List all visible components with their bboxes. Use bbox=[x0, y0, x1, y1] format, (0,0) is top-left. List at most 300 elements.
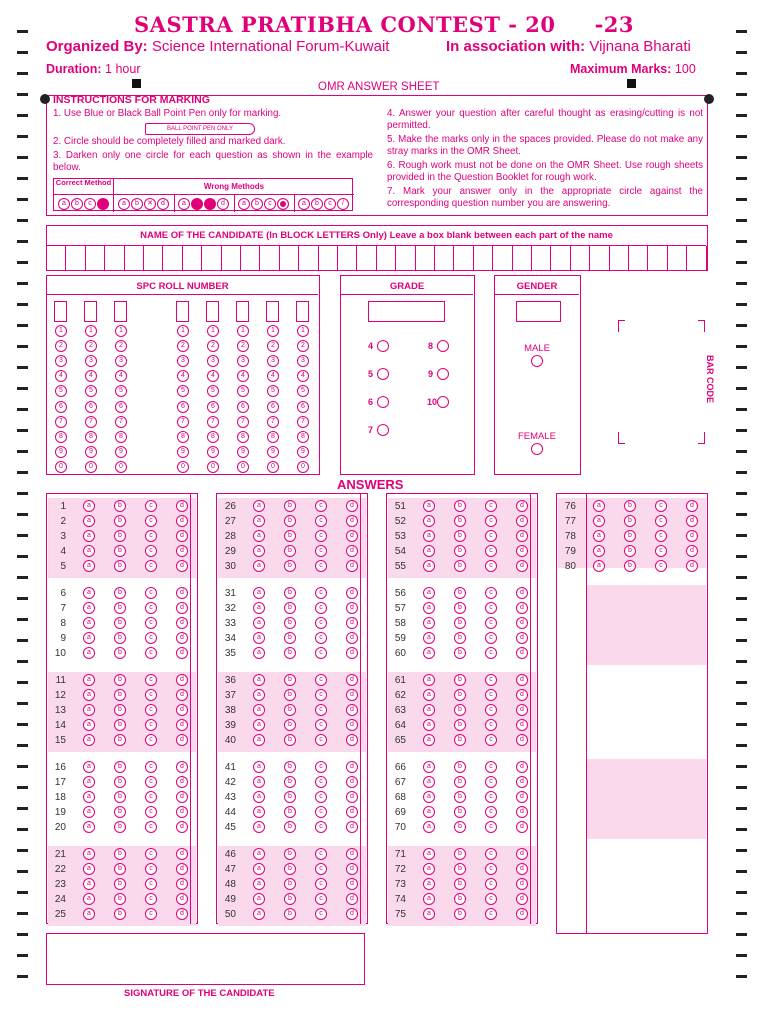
answer-bubble[interactable]: a bbox=[423, 776, 435, 788]
roll-digit-bubble[interactable]: 6 bbox=[237, 401, 249, 413]
answer-bubble[interactable]: b bbox=[284, 545, 296, 557]
answer-bubble[interactable]: d bbox=[176, 632, 188, 644]
roll-digit-bubble[interactable]: 8 bbox=[267, 431, 279, 443]
grade-write-box[interactable] bbox=[368, 301, 445, 322]
answer-bubble[interactable]: a bbox=[253, 500, 265, 512]
roll-digit-bubble[interactable]: 5 bbox=[207, 385, 219, 397]
answer-bubble[interactable]: b bbox=[454, 545, 466, 557]
answer-bubble[interactable]: a bbox=[423, 863, 435, 875]
roll-digit-bubble[interactable]: 7 bbox=[297, 416, 309, 428]
answer-bubble[interactable]: c bbox=[485, 893, 497, 905]
roll-digit-bubble[interactable]: 3 bbox=[237, 355, 249, 367]
answer-bubble[interactable]: b bbox=[284, 719, 296, 731]
answer-bubble[interactable]: d bbox=[686, 515, 698, 527]
answer-bubble[interactable]: c bbox=[315, 500, 327, 512]
answer-bubble[interactable]: d bbox=[346, 761, 358, 773]
roll-digit-bubble[interactable]: 2 bbox=[237, 340, 249, 352]
answer-bubble[interactable]: b bbox=[284, 560, 296, 572]
answer-bubble[interactable]: c bbox=[145, 878, 157, 890]
answer-bubble[interactable]: b bbox=[284, 674, 296, 686]
answer-bubble[interactable]: b bbox=[114, 530, 126, 542]
name-letter-cell[interactable] bbox=[532, 246, 551, 270]
roll-digit-bubble[interactable]: 1 bbox=[115, 325, 127, 337]
roll-digit-bubble[interactable]: 2 bbox=[85, 340, 97, 352]
answer-bubble[interactable]: d bbox=[346, 647, 358, 659]
roll-digit-bubble[interactable]: 0 bbox=[115, 461, 127, 473]
answer-bubble[interactable]: a bbox=[253, 878, 265, 890]
answer-bubble[interactable]: d bbox=[346, 515, 358, 527]
answer-bubble[interactable]: c bbox=[145, 515, 157, 527]
answer-bubble[interactable]: a bbox=[83, 791, 95, 803]
answer-bubble[interactable]: d bbox=[346, 806, 358, 818]
answer-bubble[interactable]: a bbox=[253, 908, 265, 920]
roll-write-cell[interactable] bbox=[176, 301, 189, 322]
answer-bubble[interactable]: a bbox=[423, 821, 435, 833]
answer-bubble[interactable]: c bbox=[145, 587, 157, 599]
answer-bubble[interactable]: d bbox=[516, 893, 528, 905]
answer-bubble[interactable]: b bbox=[114, 704, 126, 716]
answer-bubble[interactable]: d bbox=[516, 848, 528, 860]
answer-bubble[interactable]: d bbox=[176, 647, 188, 659]
answer-bubble[interactable]: a bbox=[83, 761, 95, 773]
answer-bubble[interactable]: d bbox=[686, 545, 698, 557]
answer-bubble[interactable]: d bbox=[176, 791, 188, 803]
name-letter-cell[interactable] bbox=[687, 246, 706, 270]
answer-bubble[interactable]: b bbox=[454, 776, 466, 788]
answer-bubble[interactable]: d bbox=[516, 761, 528, 773]
roll-digit-bubble[interactable]: 3 bbox=[207, 355, 219, 367]
roll-write-cell[interactable] bbox=[114, 301, 127, 322]
roll-digit-bubble[interactable]: 2 bbox=[115, 340, 127, 352]
answer-bubble[interactable]: a bbox=[423, 848, 435, 860]
answer-bubble[interactable]: d bbox=[176, 704, 188, 716]
answer-bubble[interactable]: d bbox=[346, 908, 358, 920]
answer-bubble[interactable]: c bbox=[485, 848, 497, 860]
answer-bubble[interactable]: a bbox=[253, 674, 265, 686]
answer-bubble[interactable]: d bbox=[176, 617, 188, 629]
answer-bubble[interactable]: d bbox=[516, 704, 528, 716]
answer-bubble[interactable]: c bbox=[315, 719, 327, 731]
answer-bubble[interactable]: c bbox=[485, 791, 497, 803]
answer-bubble[interactable]: a bbox=[253, 689, 265, 701]
grade-bubble[interactable] bbox=[377, 340, 389, 352]
answer-bubble[interactable]: c bbox=[485, 806, 497, 818]
answer-bubble[interactable]: a bbox=[423, 674, 435, 686]
name-letter-cell[interactable] bbox=[551, 246, 570, 270]
answer-bubble[interactable]: c bbox=[485, 617, 497, 629]
roll-digit-bubble[interactable]: 5 bbox=[85, 385, 97, 397]
roll-digit-bubble[interactable]: 8 bbox=[85, 431, 97, 443]
answer-bubble[interactable]: c bbox=[485, 776, 497, 788]
name-letter-cell[interactable] bbox=[396, 246, 415, 270]
answer-bubble[interactable]: d bbox=[516, 674, 528, 686]
answer-bubble[interactable]: b bbox=[454, 530, 466, 542]
roll-write-cell[interactable] bbox=[296, 301, 309, 322]
answer-bubble[interactable]: c bbox=[315, 647, 327, 659]
answer-bubble[interactable]: a bbox=[83, 908, 95, 920]
answer-bubble[interactable]: b bbox=[114, 617, 126, 629]
roll-digit-bubble[interactable]: 1 bbox=[85, 325, 97, 337]
answer-bubble[interactable]: d bbox=[176, 848, 188, 860]
answer-bubble[interactable]: a bbox=[253, 515, 265, 527]
answer-bubble[interactable]: c bbox=[315, 893, 327, 905]
answer-bubble[interactable]: d bbox=[516, 560, 528, 572]
answer-bubble[interactable]: d bbox=[176, 893, 188, 905]
gender-write-box[interactable] bbox=[516, 301, 561, 322]
roll-digit-bubble[interactable]: 1 bbox=[237, 325, 249, 337]
roll-digit-bubble[interactable]: 5 bbox=[115, 385, 127, 397]
answer-bubble[interactable]: c bbox=[145, 908, 157, 920]
name-letter-cell[interactable] bbox=[454, 246, 473, 270]
answer-bubble[interactable]: d bbox=[346, 632, 358, 644]
male-bubble[interactable] bbox=[531, 355, 543, 367]
answer-bubble[interactable]: d bbox=[176, 776, 188, 788]
answer-bubble[interactable]: b bbox=[454, 719, 466, 731]
roll-digit-bubble[interactable]: 6 bbox=[55, 401, 67, 413]
answer-bubble[interactable]: c bbox=[485, 647, 497, 659]
answer-bubble[interactable]: c bbox=[315, 878, 327, 890]
answer-bubble[interactable]: b bbox=[284, 704, 296, 716]
answer-bubble[interactable]: a bbox=[253, 761, 265, 773]
answer-bubble[interactable]: a bbox=[83, 689, 95, 701]
answer-bubble[interactable]: c bbox=[145, 545, 157, 557]
answer-bubble[interactable]: c bbox=[315, 674, 327, 686]
answer-bubble[interactable]: a bbox=[253, 647, 265, 659]
answer-bubble[interactable]: a bbox=[253, 617, 265, 629]
name-letter-cell[interactable] bbox=[493, 246, 512, 270]
answer-bubble[interactable]: b bbox=[454, 647, 466, 659]
roll-digit-bubble[interactable]: 4 bbox=[297, 370, 309, 382]
answer-bubble[interactable]: b bbox=[114, 806, 126, 818]
answer-bubble[interactable]: d bbox=[346, 530, 358, 542]
answer-bubble[interactable]: c bbox=[145, 791, 157, 803]
roll-digit-bubble[interactable]: 9 bbox=[85, 446, 97, 458]
answer-bubble[interactable]: c bbox=[145, 761, 157, 773]
roll-digit-bubble[interactable]: 8 bbox=[297, 431, 309, 443]
answer-bubble[interactable]: c bbox=[315, 587, 327, 599]
answer-bubble[interactable]: c bbox=[145, 704, 157, 716]
grade-bubble[interactable] bbox=[437, 396, 449, 408]
answer-bubble[interactable]: c bbox=[145, 734, 157, 746]
answer-bubble[interactable]: d bbox=[346, 848, 358, 860]
answer-bubble[interactable]: c bbox=[315, 776, 327, 788]
answer-bubble[interactable]: c bbox=[145, 806, 157, 818]
answer-bubble[interactable]: a bbox=[423, 617, 435, 629]
answer-bubble[interactable]: b bbox=[454, 734, 466, 746]
answer-bubble[interactable]: c bbox=[485, 908, 497, 920]
answer-bubble[interactable]: c bbox=[315, 806, 327, 818]
roll-digit-bubble[interactable]: 9 bbox=[267, 446, 279, 458]
answer-bubble[interactable]: d bbox=[346, 863, 358, 875]
answer-bubble[interactable]: a bbox=[253, 776, 265, 788]
roll-digit-bubble[interactable]: 1 bbox=[267, 325, 279, 337]
answer-bubble[interactable]: d bbox=[516, 689, 528, 701]
answer-bubble[interactable]: d bbox=[176, 863, 188, 875]
answer-bubble[interactable]: a bbox=[423, 908, 435, 920]
answer-bubble[interactable]: c bbox=[485, 545, 497, 557]
answer-bubble[interactable]: d bbox=[176, 821, 188, 833]
roll-digit-bubble[interactable]: 8 bbox=[237, 431, 249, 443]
answer-bubble[interactable]: a bbox=[253, 560, 265, 572]
answer-bubble[interactable]: b bbox=[114, 500, 126, 512]
roll-digit-bubble[interactable]: 9 bbox=[207, 446, 219, 458]
answer-bubble[interactable]: b bbox=[454, 821, 466, 833]
answer-bubble[interactable]: c bbox=[315, 617, 327, 629]
answer-bubble[interactable]: c bbox=[315, 689, 327, 701]
answer-bubble[interactable]: b bbox=[284, 848, 296, 860]
roll-digit-bubble[interactable]: 2 bbox=[267, 340, 279, 352]
answer-bubble[interactable]: b bbox=[114, 791, 126, 803]
name-letter-cell[interactable] bbox=[610, 246, 629, 270]
answer-bubble[interactable]: b bbox=[114, 761, 126, 773]
answer-bubble[interactable]: c bbox=[145, 602, 157, 614]
answer-bubble[interactable]: a bbox=[83, 863, 95, 875]
answer-bubble[interactable]: b bbox=[114, 734, 126, 746]
answer-bubble[interactable]: d bbox=[516, 821, 528, 833]
name-letter-cell[interactable] bbox=[319, 246, 338, 270]
answer-bubble[interactable]: b bbox=[454, 893, 466, 905]
answer-bubble[interactable]: c bbox=[315, 791, 327, 803]
answer-bubble[interactable]: d bbox=[176, 674, 188, 686]
roll-digit-bubble[interactable]: 0 bbox=[85, 461, 97, 473]
answer-bubble[interactable]: b bbox=[284, 602, 296, 614]
answer-bubble[interactable]: a bbox=[83, 776, 95, 788]
roll-digit-bubble[interactable]: 5 bbox=[55, 385, 67, 397]
answer-bubble[interactable]: b bbox=[454, 632, 466, 644]
name-letter-cell[interactable] bbox=[222, 246, 241, 270]
answer-bubble[interactable]: d bbox=[346, 587, 358, 599]
answer-bubble[interactable]: a bbox=[423, 560, 435, 572]
answer-bubble[interactable]: c bbox=[145, 500, 157, 512]
roll-digit-bubble[interactable]: 7 bbox=[177, 416, 189, 428]
roll-digit-bubble[interactable]: 2 bbox=[177, 340, 189, 352]
answer-bubble[interactable]: b bbox=[114, 878, 126, 890]
answer-bubble[interactable]: a bbox=[423, 587, 435, 599]
answer-bubble[interactable]: c bbox=[485, 719, 497, 731]
answer-bubble[interactable]: c bbox=[145, 617, 157, 629]
roll-digit-bubble[interactable]: 7 bbox=[85, 416, 97, 428]
answer-bubble[interactable]: b bbox=[284, 893, 296, 905]
answer-bubble[interactable]: a bbox=[83, 647, 95, 659]
answer-bubble[interactable]: b bbox=[454, 848, 466, 860]
answer-bubble[interactable]: a bbox=[83, 530, 95, 542]
roll-digit-bubble[interactable]: 1 bbox=[177, 325, 189, 337]
roll-digit-bubble[interactable]: 6 bbox=[207, 401, 219, 413]
roll-digit-bubble[interactable]: 5 bbox=[267, 385, 279, 397]
answer-bubble[interactable]: d bbox=[346, 602, 358, 614]
roll-digit-bubble[interactable]: 4 bbox=[85, 370, 97, 382]
answer-bubble[interactable]: d bbox=[346, 617, 358, 629]
answer-bubble[interactable]: b bbox=[284, 791, 296, 803]
name-letter-cell[interactable] bbox=[377, 246, 396, 270]
answer-bubble[interactable]: c bbox=[655, 545, 667, 557]
answer-bubble[interactable]: d bbox=[686, 500, 698, 512]
answer-bubble[interactable]: b bbox=[114, 515, 126, 527]
roll-digit-bubble[interactable]: 7 bbox=[55, 416, 67, 428]
answer-bubble[interactable]: b bbox=[454, 587, 466, 599]
answer-bubble[interactable]: c bbox=[145, 632, 157, 644]
answer-bubble[interactable]: a bbox=[83, 704, 95, 716]
answer-bubble[interactable]: b bbox=[284, 632, 296, 644]
answer-bubble[interactable]: a bbox=[423, 761, 435, 773]
answer-bubble[interactable]: c bbox=[145, 893, 157, 905]
roll-digit-bubble[interactable]: 6 bbox=[85, 401, 97, 413]
name-letter-cell[interactable] bbox=[435, 246, 454, 270]
answer-bubble[interactable]: a bbox=[423, 632, 435, 644]
answer-bubble[interactable]: d bbox=[346, 704, 358, 716]
answer-bubble[interactable]: c bbox=[315, 734, 327, 746]
answer-bubble[interactable]: d bbox=[516, 632, 528, 644]
answer-bubble[interactable]: c bbox=[485, 734, 497, 746]
answer-bubble[interactable]: b bbox=[454, 617, 466, 629]
answer-bubble[interactable]: d bbox=[516, 806, 528, 818]
answer-bubble[interactable]: c bbox=[655, 515, 667, 527]
answer-bubble[interactable]: c bbox=[315, 602, 327, 614]
roll-write-cell[interactable] bbox=[84, 301, 97, 322]
roll-digit-bubble[interactable]: 7 bbox=[267, 416, 279, 428]
answer-bubble[interactable]: b bbox=[454, 689, 466, 701]
roll-digit-bubble[interactable]: 0 bbox=[177, 461, 189, 473]
answer-bubble[interactable]: c bbox=[485, 587, 497, 599]
answer-bubble[interactable]: d bbox=[516, 545, 528, 557]
answer-bubble[interactable]: a bbox=[423, 893, 435, 905]
answer-bubble[interactable]: c bbox=[145, 848, 157, 860]
answer-bubble[interactable]: d bbox=[176, 719, 188, 731]
roll-digit-bubble[interactable]: 2 bbox=[297, 340, 309, 352]
answer-bubble[interactable]: d bbox=[516, 908, 528, 920]
answer-bubble[interactable]: b bbox=[454, 908, 466, 920]
answer-bubble[interactable]: c bbox=[485, 602, 497, 614]
answer-bubble[interactable]: a bbox=[83, 719, 95, 731]
answer-bubble[interactable]: d bbox=[176, 689, 188, 701]
answer-bubble[interactable]: a bbox=[253, 863, 265, 875]
roll-digit-bubble[interactable]: 5 bbox=[237, 385, 249, 397]
answer-bubble[interactable]: a bbox=[253, 545, 265, 557]
answer-bubble[interactable]: b bbox=[624, 560, 636, 572]
answer-bubble[interactable]: a bbox=[593, 560, 605, 572]
answer-bubble[interactable]: d bbox=[346, 821, 358, 833]
name-letter-cell[interactable] bbox=[241, 246, 260, 270]
answer-bubble[interactable]: c bbox=[485, 821, 497, 833]
answer-bubble[interactable]: a bbox=[253, 530, 265, 542]
name-letter-cell[interactable] bbox=[571, 246, 590, 270]
grade-bubble[interactable] bbox=[437, 340, 449, 352]
name-letter-cell[interactable] bbox=[648, 246, 667, 270]
roll-digit-bubble[interactable]: 3 bbox=[85, 355, 97, 367]
answer-bubble[interactable]: c bbox=[145, 863, 157, 875]
answer-bubble[interactable]: a bbox=[253, 893, 265, 905]
roll-digit-bubble[interactable]: 9 bbox=[177, 446, 189, 458]
answer-bubble[interactable]: d bbox=[176, 530, 188, 542]
answer-bubble[interactable]: b bbox=[454, 878, 466, 890]
answer-bubble[interactable]: a bbox=[83, 806, 95, 818]
answer-bubble[interactable]: b bbox=[454, 761, 466, 773]
answer-bubble[interactable]: b bbox=[284, 647, 296, 659]
answer-bubble[interactable]: a bbox=[83, 848, 95, 860]
grade-bubble[interactable] bbox=[437, 368, 449, 380]
answer-bubble[interactable]: d bbox=[176, 560, 188, 572]
answer-bubble[interactable]: a bbox=[83, 545, 95, 557]
answer-bubble[interactable]: b bbox=[114, 893, 126, 905]
name-letter-cell[interactable] bbox=[163, 246, 182, 270]
answer-bubble[interactable]: a bbox=[253, 806, 265, 818]
answer-bubble[interactable]: d bbox=[346, 560, 358, 572]
answer-bubble[interactable]: d bbox=[516, 719, 528, 731]
answer-bubble[interactable]: c bbox=[315, 761, 327, 773]
answer-bubble[interactable]: c bbox=[315, 530, 327, 542]
answer-bubble[interactable]: a bbox=[253, 719, 265, 731]
answer-bubble[interactable]: b bbox=[114, 689, 126, 701]
answer-bubble[interactable]: b bbox=[114, 560, 126, 572]
name-letter-cell[interactable] bbox=[86, 246, 105, 270]
roll-digit-bubble[interactable]: 3 bbox=[55, 355, 67, 367]
roll-digit-bubble[interactable]: 0 bbox=[237, 461, 249, 473]
answer-bubble[interactable]: c bbox=[655, 500, 667, 512]
answer-bubble[interactable]: a bbox=[423, 791, 435, 803]
answer-bubble[interactable]: b bbox=[454, 791, 466, 803]
name-letter-cell[interactable] bbox=[357, 246, 376, 270]
answer-bubble[interactable]: a bbox=[83, 878, 95, 890]
answer-bubble[interactable]: c bbox=[315, 560, 327, 572]
name-letter-cell[interactable] bbox=[513, 246, 532, 270]
name-letter-cell[interactable] bbox=[66, 246, 85, 270]
answer-bubble[interactable]: b bbox=[114, 602, 126, 614]
answer-bubble[interactable]: c bbox=[485, 863, 497, 875]
answer-bubble[interactable]: b bbox=[284, 500, 296, 512]
answer-bubble[interactable]: d bbox=[516, 878, 528, 890]
name-letter-cell[interactable] bbox=[299, 246, 318, 270]
female-bubble[interactable] bbox=[531, 443, 543, 455]
answer-bubble[interactable]: b bbox=[624, 500, 636, 512]
answer-bubble[interactable]: b bbox=[454, 602, 466, 614]
answer-bubble[interactable]: d bbox=[516, 587, 528, 599]
answer-bubble[interactable]: d bbox=[516, 515, 528, 527]
answer-bubble[interactable]: a bbox=[253, 704, 265, 716]
answer-bubble[interactable]: b bbox=[284, 515, 296, 527]
roll-digit-bubble[interactable]: 5 bbox=[297, 385, 309, 397]
answer-bubble[interactable]: c bbox=[315, 704, 327, 716]
roll-digit-bubble[interactable]: 3 bbox=[177, 355, 189, 367]
answer-bubble[interactable]: a bbox=[83, 821, 95, 833]
roll-digit-bubble[interactable]: 6 bbox=[115, 401, 127, 413]
roll-digit-bubble[interactable]: 7 bbox=[237, 416, 249, 428]
answer-bubble[interactable]: a bbox=[423, 602, 435, 614]
answer-bubble[interactable]: a bbox=[423, 704, 435, 716]
answer-bubble[interactable]: a bbox=[83, 632, 95, 644]
roll-digit-bubble[interactable]: 9 bbox=[55, 446, 67, 458]
roll-digit-bubble[interactable]: 2 bbox=[207, 340, 219, 352]
roll-digit-bubble[interactable]: 8 bbox=[177, 431, 189, 443]
answer-bubble[interactable]: a bbox=[83, 587, 95, 599]
answer-bubble[interactable]: d bbox=[516, 500, 528, 512]
grade-bubble[interactable] bbox=[377, 396, 389, 408]
answer-bubble[interactable]: d bbox=[516, 530, 528, 542]
answer-bubble[interactable]: a bbox=[83, 674, 95, 686]
name-letter-cell[interactable] bbox=[144, 246, 163, 270]
answer-bubble[interactable]: d bbox=[346, 500, 358, 512]
name-letter-cell[interactable] bbox=[183, 246, 202, 270]
answer-bubble[interactable]: a bbox=[253, 587, 265, 599]
roll-digit-bubble[interactable]: 6 bbox=[177, 401, 189, 413]
roll-digit-bubble[interactable]: 4 bbox=[237, 370, 249, 382]
answer-bubble[interactable]: b bbox=[114, 863, 126, 875]
answer-bubble[interactable]: c bbox=[145, 719, 157, 731]
answer-bubble[interactable]: d bbox=[176, 587, 188, 599]
answer-bubble[interactable]: c bbox=[315, 908, 327, 920]
answer-bubble[interactable]: a bbox=[593, 500, 605, 512]
roll-digit-bubble[interactable]: 0 bbox=[267, 461, 279, 473]
answer-bubble[interactable]: c bbox=[485, 530, 497, 542]
